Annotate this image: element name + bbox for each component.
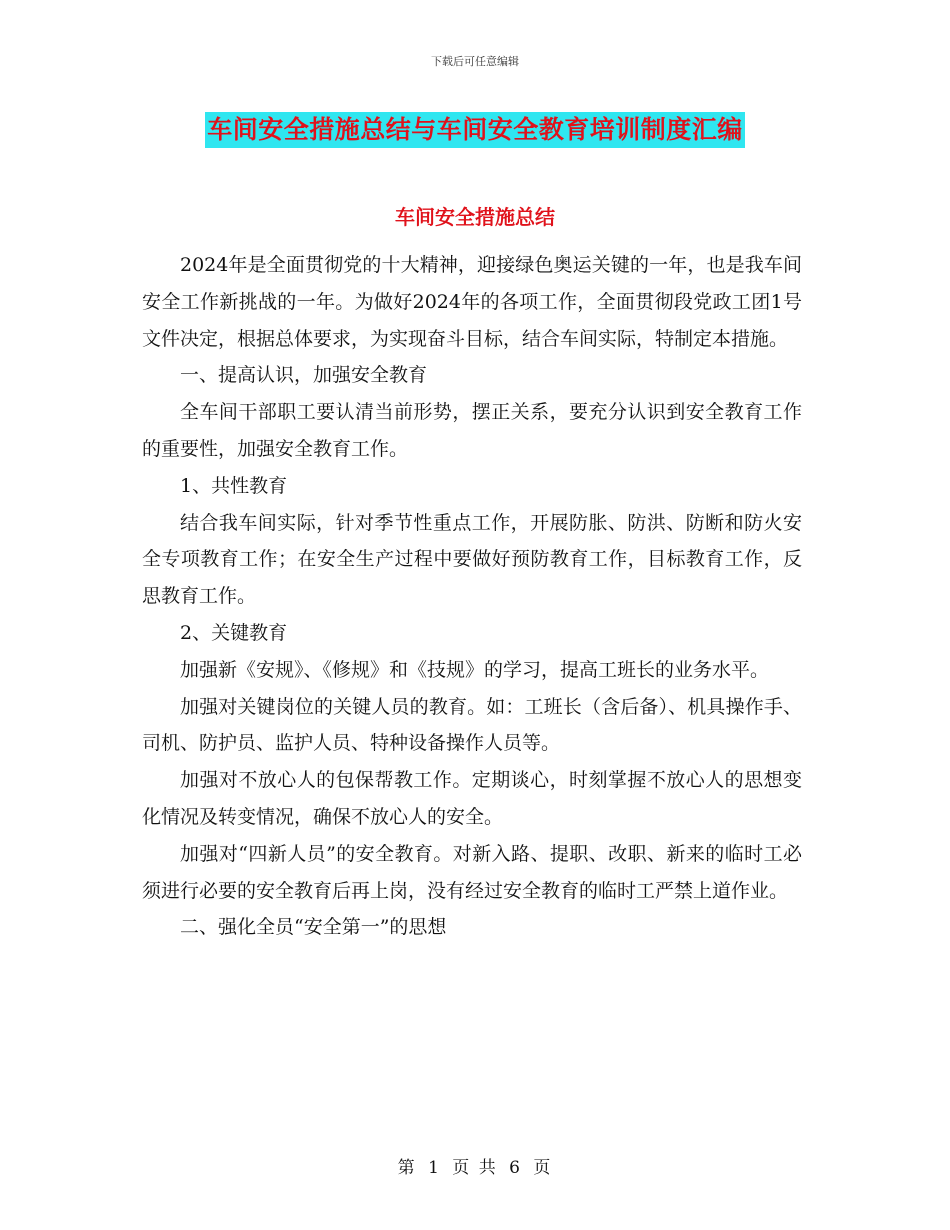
paragraph: 2024年是全面贯彻党的十大精神，迎接绿色奥运关键的一年，也是我车间安全工作新挑战的一年。为做好2024年的各项工作，全面贯彻段党政工团1号文件决定，根据总体要求，为实现奋斗目标，结合车间实际，特制定本措施。 <box>142 254 802 350</box>
page-footer <box>0 1153 950 1178</box>
footer-suffix: 页 <box>533 1158 553 1178</box>
subheading-2: 2、关键教育 <box>180 621 288 644</box>
section-title: 车间安全措施总结 <box>395 205 555 229</box>
paragraph: 加强对“四新人员”的安全教育。对新入路、提职、改职、新来的临时工必须进行必要的安全教育后再上岗，没有经过安全教育的临时工严禁上道作业。 <box>142 842 802 902</box>
paragraph: 加强新《安规》、《修规》和《技规》的学习，提高工班长的业务水平。 <box>180 658 770 681</box>
document-title-wrap <box>0 112 950 148</box>
paragraph: 加强对不放心人的包保帮教工作。定期谈心，时刻掌握不放心人的思想变化情况及转变情况，确保不放心人的安全。 <box>142 769 802 828</box>
paragraph: 全车间干部职工要认清当前形势，摆正关系，要充分认识到安全教育工作的重要性，加强安全教育工作。 <box>142 401 802 460</box>
footer-mid: 页 共 <box>452 1158 498 1178</box>
paragraph: 结合我车间实际，针对季节性重点工作，开展防胀、防洪、防断和防火安全专项教育工作；在安全生产过程中要做好预防教育工作，目标教育工作，反思教育工作。 <box>142 511 802 608</box>
heading-2: 二、强化全员“安全第一”的思想 <box>180 916 447 939</box>
document-body <box>142 247 802 946</box>
footer-current-page: 1 <box>428 1158 441 1178</box>
document-title: 车间安全措施总结与车间安全教育培训制度汇编 <box>205 112 745 148</box>
footer-total-pages: 6 <box>509 1158 522 1178</box>
header-note: 下载后可任意编辑 <box>431 55 519 68</box>
subheading-1: 1、共性教育 <box>180 474 288 497</box>
heading-1: 一、提高认识，加强安全教育 <box>180 364 428 387</box>
paragraph: 加强对关键岗位的关键人员的教育。如：工班长（含后备）、机具操作手、司机、防护员、监护人员、特种设备操作人员等。 <box>142 695 802 755</box>
footer-prefix: 第 <box>397 1158 417 1178</box>
